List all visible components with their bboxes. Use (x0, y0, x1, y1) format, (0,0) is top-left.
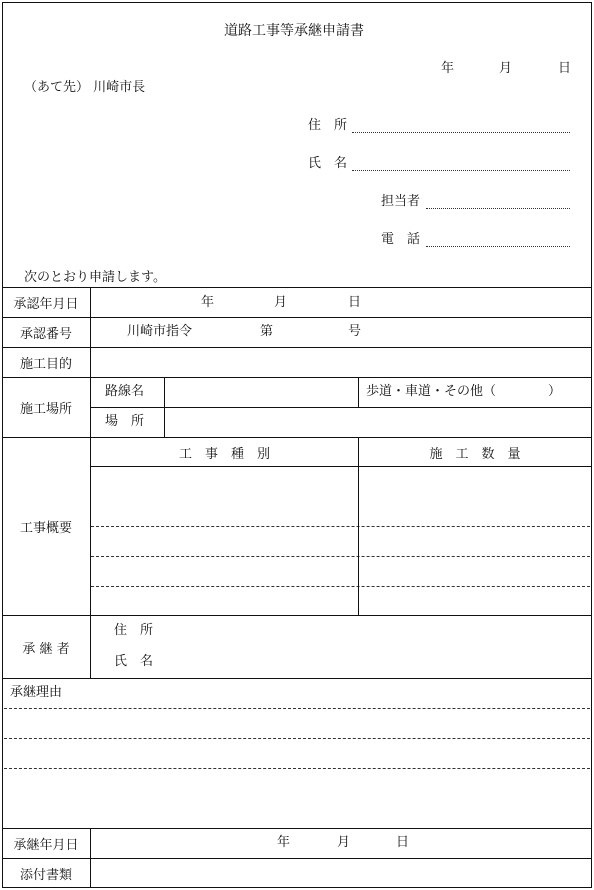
road-type-options[interactable]: 歩道・車道・その他（ ） (366, 384, 562, 399)
quantity-header: 施 工 数 量 (429, 446, 521, 462)
succession-date-label: 承継年月日 (13, 838, 79, 853)
purpose-field[interactable] (91, 348, 591, 377)
approval-date-label: 承認年月日 (13, 297, 79, 312)
approval-date-year: 年 (201, 295, 215, 310)
reason-field[interactable] (4, 700, 591, 827)
succession-date-field[interactable] (91, 829, 591, 858)
route-name-field[interactable] (165, 378, 358, 407)
place-label: 場 所 (105, 414, 145, 429)
applicant-address-label: 住 所 (308, 118, 348, 133)
approval-number-label: 承認番号 (19, 327, 72, 342)
header-month: 月 (499, 61, 513, 76)
addressee: （あて先） 川崎市長 (24, 80, 146, 95)
applicant-address-field[interactable] (352, 132, 570, 133)
attachments-field[interactable] (91, 859, 591, 887)
header-year: 年 (441, 61, 455, 76)
applicant-contact-field[interactable] (426, 208, 570, 209)
approval-number-go: 号 (348, 324, 362, 339)
approval-number-prefix: 川崎市指令 (127, 324, 193, 339)
applicant-contact-label: 担当者 (381, 194, 421, 209)
reason-label: 承継理由 (10, 685, 63, 700)
applicant-name-label: 氏 名 (308, 156, 348, 171)
place-field[interactable] (165, 408, 591, 437)
road-type-divider (358, 377, 359, 407)
location-label: 施工場所 (19, 402, 72, 417)
approval-number-dai: 第 (260, 324, 274, 339)
summary-label: 工事概要 (19, 521, 72, 536)
successor-address-label: 住 所 (114, 623, 154, 638)
successor-label: 承 継 者 (22, 641, 70, 657)
succession-month: 月 (337, 835, 351, 850)
approval-date-day: 日 (348, 295, 362, 310)
succession-year: 年 (277, 835, 291, 850)
approval-date-field[interactable] (91, 288, 591, 317)
purpose-label: 施工目的 (19, 357, 72, 372)
applicant-name-field[interactable] (352, 170, 570, 171)
row-divider (2, 678, 592, 679)
applicant-phone-field[interactable] (426, 246, 570, 247)
approval-date-month: 月 (274, 295, 288, 310)
work-type-field[interactable] (91, 467, 358, 615)
applicant-phone-label: 電 話 (381, 232, 421, 247)
succession-day: 日 (396, 835, 410, 850)
document-title: 道路工事等承継申請書 (224, 23, 364, 39)
quantity-field[interactable] (359, 467, 591, 615)
route-name-label: 路線名 (105, 384, 145, 399)
intro-text: 次のとおり申請します。 (24, 270, 166, 285)
successor-name-label: 氏 名 (114, 654, 154, 669)
header-day: 日 (558, 61, 572, 76)
work-type-header: 工 事 種 別 (178, 446, 270, 462)
successor-field[interactable] (165, 616, 591, 678)
attachments-label: 添付書類 (19, 867, 72, 883)
approval-number-field[interactable] (91, 318, 591, 347)
